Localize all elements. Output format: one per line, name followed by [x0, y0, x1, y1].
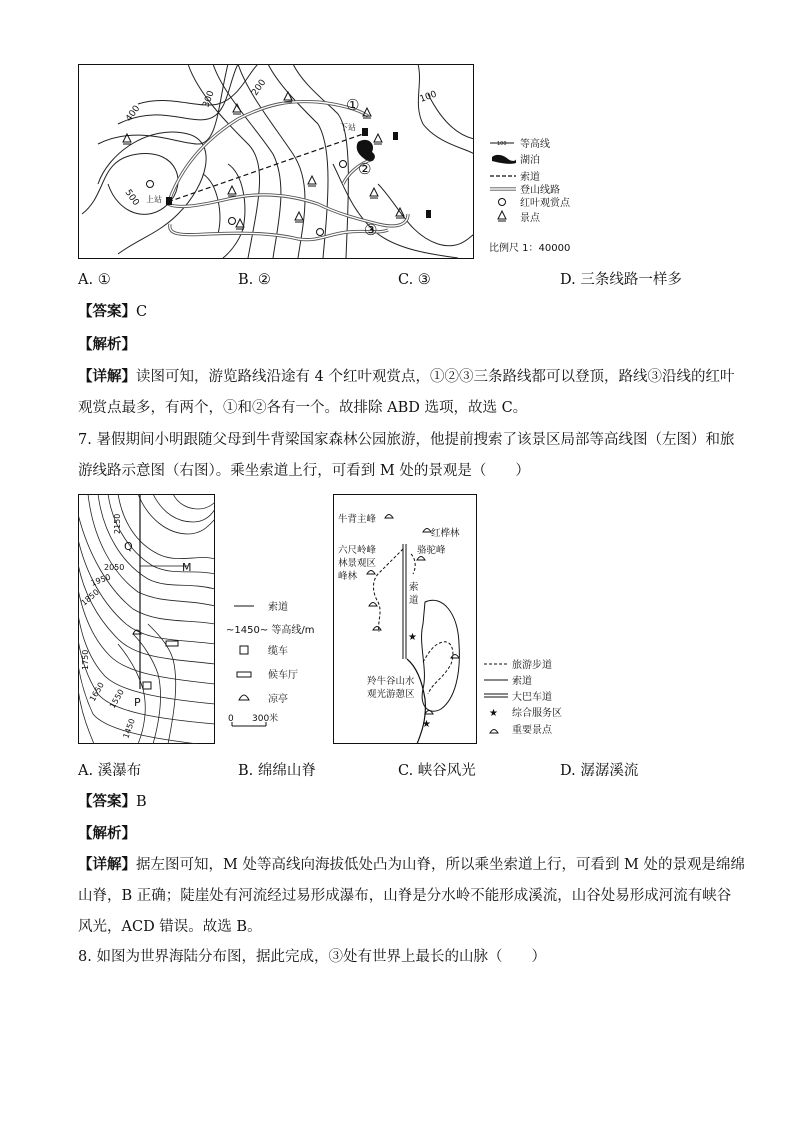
- q7-answer: [78, 792, 147, 812]
- contour-label: 1450: [121, 717, 137, 740]
- q8-stem: 8. 如图为世界海陆分布图，据此完成，③处有世界上最长的山脉（ ）: [78, 949, 546, 965]
- spot-label: 骆驼峰: [417, 545, 446, 556]
- spot-label: 牛背主峰: [338, 514, 377, 525]
- q7-option-b[interactable]: B. 绵绵山脊: [238, 763, 316, 779]
- spot-label: 红桦林: [431, 528, 460, 539]
- contour-label: 1850: [79, 587, 101, 608]
- detail-text: 读图可知，游览路线沿途有 4 个红叶观赏点，①②③三条路线都可以登顶，路线③沿线的红叶: [136, 369, 735, 385]
- legend-item: 索道: [520, 172, 540, 183]
- q6-contour-map: [78, 64, 474, 259]
- q7-stem-line-1: 7. 暑假期间小明跟随父母到牛背梁国家森林公园旅游，他提前搜索了该景区局部等高线图（左图）和旅: [78, 432, 735, 448]
- legend-item: 索道: [268, 602, 288, 613]
- legend-contour-sample: 100: [497, 141, 507, 147]
- answer-value: C: [136, 304, 148, 320]
- lower-station-label: 下站: [340, 123, 356, 132]
- detail-tag: 【详解】: [78, 856, 136, 873]
- legend-scale-zero: 0: [228, 714, 234, 724]
- legend-item: 索道: [512, 676, 532, 687]
- legend-item: 缆车: [268, 646, 288, 657]
- q7-right-route-map: [333, 494, 477, 744]
- contour-label: 2050: [104, 563, 125, 572]
- q7-detail-line-3: 风光，ACD 错误。故选 B。: [78, 919, 262, 935]
- answer-value: B: [136, 794, 147, 810]
- service-star: ★: [422, 719, 431, 730]
- legend-item: 景点: [520, 213, 540, 224]
- legend-item: 等高线: [520, 139, 550, 150]
- point-p: P: [134, 696, 141, 709]
- cableway-label-line: 索: [409, 582, 419, 593]
- q7-option-d[interactable]: D. 潺潺溪流: [560, 763, 639, 779]
- contour-label: 1750: [81, 649, 90, 670]
- q6-analysis-tag: 【解析】: [78, 336, 136, 353]
- legend-item: 综合服务区: [512, 708, 562, 719]
- contour-label: 100: [418, 89, 439, 105]
- q7-analysis-tag: 【解析】: [78, 825, 136, 842]
- legend-item: 重要景点: [512, 725, 552, 736]
- contour-label: 500: [122, 187, 141, 208]
- spot-label-line: 羚牛谷山水: [367, 676, 415, 687]
- q7-detail-line-2: 山脊，B 正确；陡崖处有河流经过易形成瀑布，山脊是分水岭不能形成溪流，山谷处易形成河流有峡谷: [78, 888, 732, 904]
- upper-station-label: 上站: [146, 195, 162, 204]
- contour-label: 1550: [107, 687, 126, 710]
- legend-item: 大巴车道: [512, 692, 552, 703]
- cableway-label-line: 道: [409, 595, 419, 606]
- answer-tag: 【答案】: [78, 793, 136, 810]
- contour-label: 200: [250, 77, 269, 98]
- q7-option-c[interactable]: C. 峡谷风光: [398, 763, 476, 779]
- q6-option-b[interactable]: B. ②: [238, 272, 271, 288]
- detail-text: 据左图可知，M 处等高线向海拔低处凸为山脊，所以乘坐索道上行，可看到 M 处的景观是绵绵: [136, 857, 746, 873]
- detail-tag: 【详解】: [78, 368, 136, 385]
- q7-stem-line-2: 游线路示意图（右图）。乘坐索道上行，可看到 M 处的景观是（ ）: [78, 463, 530, 479]
- legend-item: 候车厅: [268, 670, 298, 681]
- contour-label: 400: [124, 103, 143, 124]
- legend-item: 红叶观赏点: [520, 198, 570, 209]
- point-q: Q: [124, 540, 133, 553]
- spot-label-line: 林景观区: [338, 558, 377, 569]
- spot-label-line: 观光游憩区: [367, 689, 415, 700]
- legend-item: 登山线路: [520, 185, 560, 196]
- route-mark-3: ③: [364, 221, 378, 239]
- contour-label: 300: [201, 89, 217, 110]
- q7-right-legend: [482, 655, 592, 739]
- legend-item: 凉亭: [268, 694, 288, 705]
- route-mark-1: ①: [346, 96, 360, 114]
- q6-answer: [78, 302, 147, 322]
- q6-option-d[interactable]: D. 三条线路一样多: [560, 272, 682, 288]
- spot-label-line: 六尺岭峰: [338, 545, 377, 556]
- point-m: M: [182, 561, 192, 574]
- service-star: ★: [408, 632, 417, 643]
- spot-label: 峰林: [338, 571, 358, 582]
- legend-scale: 比例尺 1：40000: [489, 243, 571, 254]
- q7-left-legend: [226, 596, 326, 731]
- contour-label: 2150: [113, 513, 122, 534]
- q7-left-contour-map: [78, 494, 215, 744]
- q6-map-legend: [486, 133, 596, 258]
- q6-option-a[interactable]: A. ①: [78, 272, 111, 288]
- q6-detail-line-1: [78, 367, 734, 387]
- q6-detail-line-2: 观赏点最多，有两个，①和②各有一个。故排除 ABD 选项，故选 C。: [78, 400, 528, 416]
- legend-item: 湖泊: [520, 155, 540, 166]
- q6-option-c[interactable]: C. ③: [398, 272, 431, 288]
- legend-item: 旅游步道: [512, 660, 552, 671]
- contour-label: 1950: [89, 572, 112, 588]
- contour-label: 1650: [87, 680, 106, 703]
- q7-detail-line-1: [78, 855, 745, 875]
- legend-item: ~1450~ 等高线/m: [226, 625, 315, 636]
- q7-option-a[interactable]: A. 溪瀑布: [78, 763, 142, 779]
- legend-scale: 300米: [252, 714, 279, 724]
- route-mark-2: ②: [358, 160, 372, 178]
- answer-tag: 【答案】: [78, 303, 136, 320]
- svg-text:★: ★: [489, 708, 498, 719]
